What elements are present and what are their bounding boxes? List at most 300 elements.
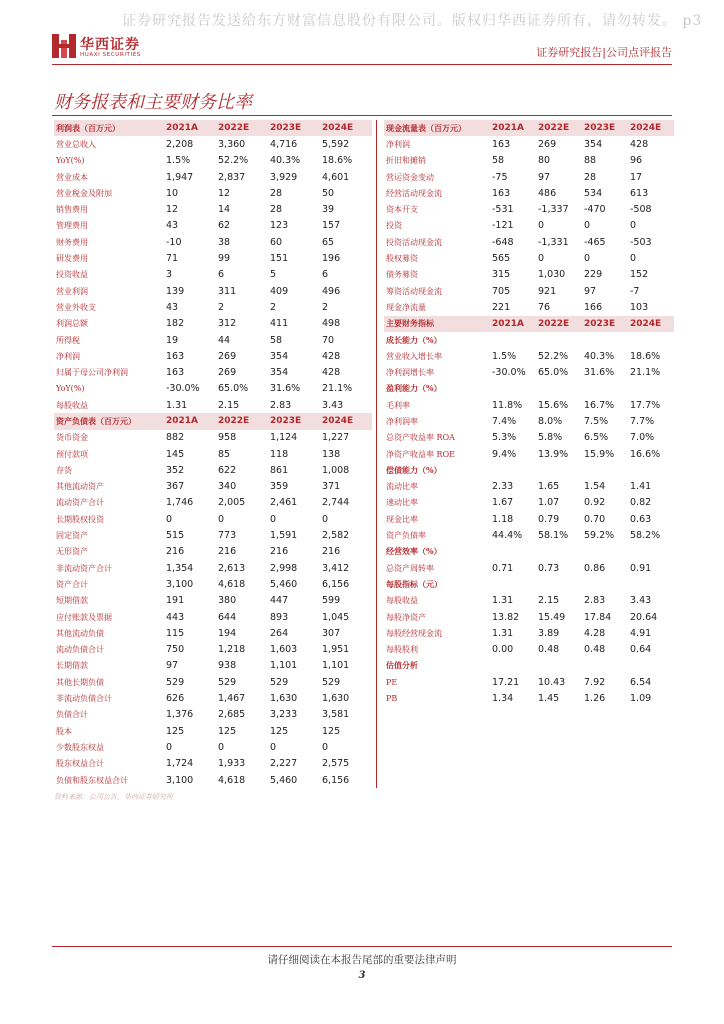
- table-row: [384, 446, 674, 462]
- cell-value: 1.45: [538, 693, 560, 705]
- cell-value: 893: [270, 611, 289, 623]
- cell-value: 2,208: [166, 138, 194, 150]
- cell-value: 0.70: [584, 513, 606, 525]
- row-label: 总资产收益率 ROA: [386, 433, 455, 443]
- cell-value: 626: [166, 693, 185, 705]
- table-row: [384, 169, 674, 185]
- cell-value: 2024E: [320, 120, 372, 136]
- cell-value: 0.48: [584, 644, 606, 656]
- table-row: [384, 201, 674, 217]
- cell-value: 145: [166, 448, 185, 460]
- cell-value: 7.7%: [630, 415, 655, 427]
- cell-value: 2023E: [268, 413, 320, 429]
- cell-value: 163: [492, 187, 511, 199]
- cell-value: 13.9%: [538, 448, 569, 460]
- row-label: 现金流量表（百万元）: [384, 120, 490, 136]
- row-label: 投资活动现金流: [386, 237, 442, 247]
- row-label: 净资产收益率 ROE: [386, 449, 455, 459]
- cell-value: 0: [538, 253, 545, 265]
- cell-value: 264: [270, 627, 289, 639]
- row-label: 非流动负债合计: [56, 694, 112, 704]
- cell-value: 0.91: [630, 562, 652, 574]
- table-row: [54, 348, 372, 364]
- cell-value: 1,933: [218, 758, 246, 770]
- cell-value: 2.83: [270, 399, 292, 411]
- cell-value: 1,724: [166, 758, 194, 770]
- cell-value: -465: [584, 236, 606, 248]
- group-label: 偿债能力（%）: [386, 464, 442, 475]
- cell-value: 28: [584, 171, 597, 183]
- cell-value: 152: [630, 269, 649, 281]
- cell-value: 216: [166, 546, 185, 558]
- cell-value: 16.7%: [584, 399, 615, 411]
- cell-value: 0.79: [538, 513, 560, 525]
- cell-value: 1,603: [270, 644, 298, 656]
- cell-value: 2: [322, 301, 329, 313]
- cell-value: 2.33: [492, 481, 514, 493]
- row-label: 营业税金及附加: [56, 188, 112, 198]
- cell-value: 428: [322, 350, 341, 362]
- cell-value: 43: [166, 220, 179, 232]
- cell-value: 3,233: [270, 709, 298, 721]
- table-row: [54, 430, 372, 446]
- cell-value: 65.0%: [218, 383, 249, 395]
- cell-value: 44.4%: [492, 530, 523, 542]
- row-label: 应付账款及票据: [56, 612, 112, 622]
- cell-value: 97: [166, 660, 179, 672]
- cell-value: -503: [630, 236, 652, 248]
- row-label: 预付款项: [56, 449, 88, 459]
- cell-value: 2,744: [322, 497, 350, 509]
- cell-value: 11.8%: [492, 399, 523, 411]
- cell-value: 88: [584, 155, 597, 167]
- cell-value: 40.3%: [584, 350, 615, 362]
- cell-value: 1,591: [270, 530, 298, 542]
- cell-value: 216: [322, 546, 341, 558]
- row-label: 归属于母公司净利润: [56, 368, 128, 378]
- ratio-group-title: [384, 381, 674, 397]
- cell-value: 5: [270, 269, 277, 281]
- cell-value: 938: [218, 660, 237, 672]
- cell-value: 52.2%: [218, 155, 249, 167]
- cell-value: 0.73: [538, 562, 560, 574]
- cell-value: 534: [584, 187, 603, 199]
- row-label: 股本: [56, 726, 72, 736]
- cell-value: 2023E: [582, 120, 628, 136]
- cell-value: 2,582: [322, 530, 350, 542]
- table-row: [384, 625, 674, 641]
- cell-value: 3: [166, 269, 173, 281]
- row-label: 每股收益: [386, 596, 418, 606]
- left-financial-table: [54, 120, 372, 788]
- cell-value: 191: [166, 595, 185, 607]
- row-label: 短期借款: [56, 596, 88, 606]
- row-label: YoY(%): [56, 384, 85, 394]
- table-row: [384, 642, 674, 658]
- cell-value: -30.0%: [492, 367, 526, 379]
- cell-value: -1,337: [538, 204, 569, 216]
- table-row: [384, 267, 674, 283]
- row-label: 投资收益: [56, 270, 88, 280]
- cell-value: 2023E: [268, 120, 320, 136]
- table-header: [54, 413, 372, 429]
- cell-value: 0: [630, 253, 637, 265]
- table-row: [384, 153, 674, 169]
- cell-value: 58: [270, 334, 283, 346]
- cell-value: 43: [166, 301, 179, 313]
- cell-value: 163: [166, 367, 185, 379]
- cell-value: 1,101: [322, 660, 350, 672]
- cell-value: 17.7%: [630, 399, 661, 411]
- cell-value: -7: [630, 285, 640, 297]
- cell-value: -470: [584, 204, 606, 216]
- table-row: [54, 609, 372, 625]
- cell-value: 125: [322, 725, 341, 737]
- page-number: 3: [358, 970, 366, 981]
- cell-value: 17.84: [584, 611, 612, 623]
- cell-value: 4,601: [322, 171, 350, 183]
- cell-value: 18.6%: [630, 350, 661, 362]
- cell-value: 2021A: [164, 120, 216, 136]
- cell-value: 1,124: [270, 432, 298, 444]
- cell-value: 12: [166, 204, 179, 216]
- table-row: [54, 332, 372, 348]
- cell-value: 97: [584, 285, 597, 297]
- cell-value: 15.49: [538, 611, 566, 623]
- cell-value: 1.07: [538, 497, 560, 509]
- cell-value: 96: [630, 155, 643, 167]
- row-label: 现金比率: [386, 514, 418, 524]
- table-row: [54, 397, 372, 413]
- cell-value: 861: [270, 464, 289, 476]
- data-source-note: 资料来源：公司公告，华西证券研究所: [54, 793, 173, 801]
- cell-value: 115: [166, 627, 185, 639]
- row-label: 每股净资产: [386, 612, 426, 622]
- table-row: [384, 430, 674, 446]
- table-row: [384, 283, 674, 299]
- cell-value: 354: [584, 138, 603, 150]
- logo-english-name: HUAXI SECURITIES: [80, 52, 141, 58]
- cell-value: 0: [322, 741, 329, 753]
- table-row: [54, 234, 372, 250]
- cell-value: 31.6%: [270, 383, 301, 395]
- cell-value: 773: [218, 530, 237, 542]
- cell-value: 7.5%: [584, 415, 609, 427]
- watermark-text: 证券研究报告发送给东方财富信息股份有限公司。版权归华西证券所有，请勿转发。 p3: [122, 13, 703, 29]
- cell-value: 315: [492, 269, 511, 281]
- cell-value: 3,929: [270, 171, 298, 183]
- cell-value: 958: [218, 432, 237, 444]
- row-label: 负债合计: [56, 710, 88, 720]
- cell-value: 2,005: [218, 497, 246, 509]
- ratio-group-title: [384, 544, 674, 560]
- row-label: 营业收入增长率: [386, 351, 442, 361]
- cell-value: 380: [218, 595, 237, 607]
- cell-value: 307: [322, 627, 341, 639]
- table-row: [54, 756, 372, 772]
- cell-value: 2.15: [218, 399, 240, 411]
- table-row: [384, 413, 674, 429]
- cell-value: 705: [492, 285, 511, 297]
- cell-value: 340: [218, 481, 237, 493]
- cell-value: 151: [270, 253, 289, 265]
- table-row: [54, 283, 372, 299]
- cell-value: 85: [218, 448, 231, 460]
- cell-value: 1.34: [492, 693, 514, 705]
- row-label: 财务费用: [56, 237, 88, 247]
- row-label: 货币资金: [56, 433, 88, 443]
- cell-value: 1,227: [322, 432, 350, 444]
- cell-value: 0.86: [584, 562, 606, 574]
- cell-value: 65.0%: [538, 367, 569, 379]
- cell-value: 21.1%: [630, 367, 661, 379]
- cell-value: 17: [630, 171, 643, 183]
- ratio-group-title: [384, 658, 674, 674]
- cell-value: 2022E: [536, 316, 582, 332]
- cell-value: 3,581: [322, 709, 350, 721]
- row-label: 投资: [386, 221, 402, 231]
- row-label: 现金净流量: [386, 302, 426, 312]
- table-row: [54, 511, 372, 527]
- cell-value: 1.09: [630, 693, 652, 705]
- report-type-label: 证券研究报告|公司点评报告: [536, 46, 672, 59]
- cell-value: 2.15: [538, 595, 560, 607]
- table-row: [54, 625, 372, 641]
- cell-value: 2,998: [270, 562, 298, 574]
- cell-value: 18.6%: [322, 155, 353, 167]
- right-financial-table: [384, 120, 674, 707]
- cell-value: 1.54: [584, 481, 606, 493]
- cell-value: 2024E: [628, 316, 674, 332]
- table-row: [54, 560, 372, 576]
- table-header: [54, 120, 372, 136]
- cell-value: 3.89: [538, 627, 560, 639]
- cell-value: 5,460: [270, 578, 298, 590]
- row-label: 无形资产: [56, 547, 88, 557]
- cell-value: 2.83: [584, 595, 606, 607]
- table-row: [54, 593, 372, 609]
- table-row: [54, 250, 372, 266]
- row-label: 流动比率: [386, 482, 418, 492]
- cell-value: 58: [492, 155, 505, 167]
- table-row: [54, 544, 372, 560]
- cell-value: 1.5%: [166, 155, 191, 167]
- logo-chinese-name: 华西证券: [80, 37, 140, 53]
- cell-value: 269: [218, 367, 237, 379]
- cell-value: 8.0%: [538, 415, 563, 427]
- group-label: 每股指标（元）: [386, 578, 442, 589]
- row-label: 长期借款: [56, 661, 88, 671]
- cell-value: 354: [270, 350, 289, 362]
- cell-value: 6: [322, 269, 329, 281]
- row-label: 净利润增长率: [386, 368, 434, 378]
- cell-value: 76: [538, 301, 551, 313]
- cell-value: 2024E: [628, 120, 674, 136]
- cell-value: 28: [270, 187, 283, 199]
- cell-value: 0.64: [630, 644, 652, 656]
- cell-value: 1,045: [322, 611, 350, 623]
- table-row: [54, 136, 372, 152]
- cell-value: 15.6%: [538, 399, 569, 411]
- table-row: [384, 397, 674, 413]
- column-divider: [376, 120, 377, 788]
- row-label: 营业外收支: [56, 302, 96, 312]
- cell-value: 2023E: [582, 316, 628, 332]
- cell-value: 0: [218, 513, 225, 525]
- table-row: [54, 642, 372, 658]
- cell-value: 3.43: [630, 595, 652, 607]
- cell-value: 118: [270, 448, 289, 460]
- cell-value: 3,100: [166, 578, 194, 590]
- row-label: 债务募资: [386, 270, 418, 280]
- cell-value: 97: [538, 171, 551, 183]
- table-row: [384, 560, 674, 576]
- row-label: 营业利润: [56, 286, 88, 296]
- cell-value: 428: [322, 367, 341, 379]
- cell-value: 139: [166, 285, 185, 297]
- table-row: [384, 674, 674, 690]
- row-label: 资本开支: [386, 205, 418, 215]
- cell-value: 216: [218, 546, 237, 558]
- cell-value: 12: [218, 187, 231, 199]
- cell-value: 0: [584, 220, 591, 232]
- row-label: PE: [386, 677, 398, 687]
- cell-value: 19: [166, 334, 179, 346]
- cell-value: 0.82: [630, 497, 652, 509]
- cell-value: 0: [166, 741, 173, 753]
- cell-value: 1.31: [492, 595, 514, 607]
- company-logo: [52, 32, 152, 66]
- table-row: [384, 364, 674, 380]
- row-label: 股权募资: [386, 254, 418, 264]
- cell-value: 1,467: [218, 693, 246, 705]
- table-row: [54, 707, 372, 723]
- row-label: 毛利率: [386, 400, 410, 410]
- table-row: [54, 267, 372, 283]
- cell-value: 5.3%: [492, 432, 517, 444]
- row-label: 净利润: [386, 139, 410, 149]
- cell-value: 0: [218, 741, 225, 753]
- cell-value: 1,101: [270, 660, 298, 672]
- cell-value: 9.4%: [492, 448, 517, 460]
- cell-value: 216: [270, 546, 289, 558]
- cell-value: 1,354: [166, 562, 194, 574]
- row-label: 净利润率: [386, 416, 418, 426]
- cell-value: 447: [270, 595, 289, 607]
- row-label: 少数股东权益: [56, 742, 104, 752]
- row-label: 流动负债合计: [56, 645, 104, 655]
- title-divider: [52, 115, 672, 116]
- row-label: 存货: [56, 465, 72, 475]
- cell-value: 163: [492, 138, 511, 150]
- row-label: 利润表（百万元）: [54, 120, 164, 136]
- table-row: [384, 690, 674, 706]
- table-row: [54, 153, 372, 169]
- cell-value: 38: [218, 236, 231, 248]
- row-label: 筹资活动现金流: [386, 286, 442, 296]
- cell-value: 2022E: [536, 120, 582, 136]
- cell-value: 80: [538, 155, 551, 167]
- cell-value: 17.21: [492, 676, 520, 688]
- cell-value: 565: [492, 253, 511, 265]
- cell-value: 443: [166, 611, 185, 623]
- cell-value: 2,685: [218, 709, 246, 721]
- table-row: [384, 234, 674, 250]
- cell-value: 2021A: [490, 316, 536, 332]
- cell-value: 1.5%: [492, 350, 517, 362]
- cell-value: 5.8%: [538, 432, 563, 444]
- table-row: [54, 739, 372, 755]
- cell-value: 0.71: [492, 562, 514, 574]
- footer-divider: [52, 946, 672, 947]
- table-row: [54, 772, 372, 788]
- row-label: 研发费用: [56, 254, 88, 264]
- cell-value: 312: [218, 318, 237, 330]
- row-label: 每股收益: [56, 400, 88, 410]
- cell-value: 28: [270, 204, 283, 216]
- cell-value: 7.0%: [630, 432, 655, 444]
- row-label: 固定资产: [56, 531, 88, 541]
- cell-value: 125: [166, 725, 185, 737]
- cell-value: 52.2%: [538, 350, 569, 362]
- ratio-group-title: [384, 462, 674, 478]
- cell-value: 6.5%: [584, 432, 609, 444]
- cell-value: 2021A: [164, 413, 216, 429]
- table-row: [54, 658, 372, 674]
- table-row: [384, 593, 674, 609]
- cell-value: 352: [166, 464, 185, 476]
- cell-value: 7.4%: [492, 415, 517, 427]
- cell-value: 59.2%: [584, 530, 615, 542]
- cell-value: 2024E: [320, 413, 372, 429]
- row-label: 速动比率: [386, 498, 418, 508]
- row-label: 长期股权投资: [56, 514, 104, 524]
- cell-value: 39: [322, 204, 335, 216]
- row-label: 净利润: [56, 351, 80, 361]
- cell-value: 31.6%: [584, 367, 615, 379]
- cell-value: 0: [322, 513, 329, 525]
- table-row: [54, 381, 372, 397]
- cell-value: 10.43: [538, 676, 566, 688]
- group-label: 经营效率（%）: [386, 546, 442, 557]
- cell-value: 644: [218, 611, 237, 623]
- table-row: [54, 201, 372, 217]
- cell-value: 16.6%: [630, 448, 661, 460]
- table-row: [384, 527, 674, 543]
- row-label: 营业总收入: [56, 139, 96, 149]
- table-row: [54, 218, 372, 234]
- cell-value: -1,331: [538, 236, 569, 248]
- ratio-group-title: [384, 332, 674, 348]
- cell-value: 882: [166, 432, 185, 444]
- cell-value: 6,156: [322, 774, 350, 786]
- cell-value: 44: [218, 334, 231, 346]
- cell-value: 2: [218, 301, 225, 313]
- row-label: 营业成本: [56, 172, 88, 182]
- cell-value: 123: [270, 220, 289, 232]
- group-label: 成长能力（%）: [386, 334, 442, 345]
- cell-value: 5,460: [270, 774, 298, 786]
- cell-value: 529: [166, 676, 185, 688]
- cell-value: -531: [492, 204, 514, 216]
- row-label: YoY(%): [56, 156, 85, 166]
- cell-value: 157: [322, 220, 341, 232]
- cell-value: 5,592: [322, 138, 350, 150]
- cell-value: 182: [166, 318, 185, 330]
- cell-value: 58.1%: [538, 530, 569, 542]
- cell-value: 0: [270, 741, 277, 753]
- cell-value: 1.41: [630, 481, 652, 493]
